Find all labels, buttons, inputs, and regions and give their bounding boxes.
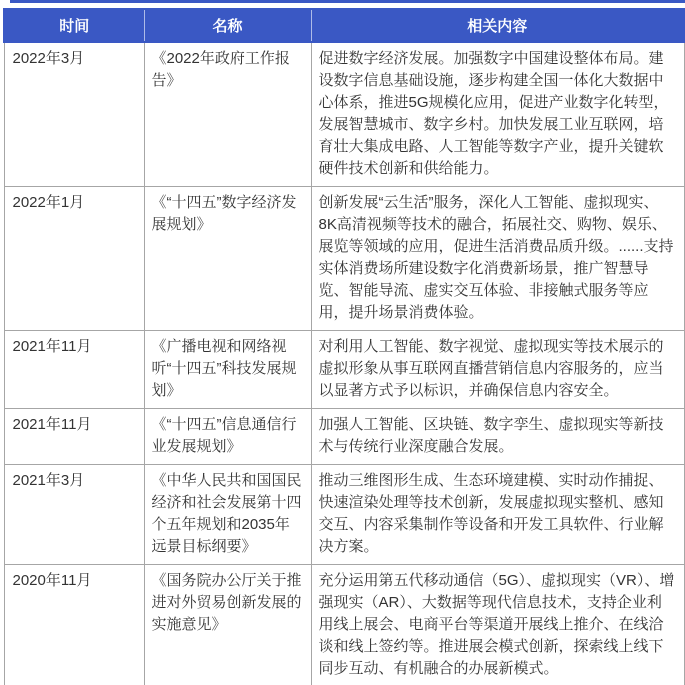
cell-time: 2020年11月 — [4, 565, 144, 685]
col-header-content: 相关内容 — [311, 9, 684, 42]
cell-name: 《中华人民共和国国民经济和社会发展第十四个五年规划和2035年远景目标纲要》 — [144, 465, 311, 565]
cell-content: 对利用人工智能、数字视觉、虚拟现实等技术展示的虚拟形象从事互联网直播营销信息内容服务的，应当以显著方式予以标识，并确保信息内容安全。 — [311, 331, 684, 409]
cell-name: 《国务院办公厅关于推进对外贸易创新发展的实施意见》 — [144, 565, 311, 685]
table-header-row — [4, 9, 684, 42]
cell-time: 2022年1月 — [4, 187, 144, 331]
table-row — [4, 42, 684, 187]
cell-name: 《“十四五”数字经济发展规划》 — [144, 187, 311, 331]
cell-name: 《“十四五”信息通信行业发展规划》 — [144, 409, 311, 465]
cell-content: 加强人工智能、区块链、数字孪生、虚拟现实等新技术与传统行业深度融合发展。 — [311, 409, 684, 465]
top-edge-strip — [10, 0, 685, 3]
cell-time: 2021年11月 — [4, 331, 144, 409]
col-header-time: 时间 — [4, 9, 144, 42]
cell-name: 《2022年政府工作报告》 — [144, 42, 311, 187]
cell-time: 2021年11月 — [4, 409, 144, 465]
table-row — [4, 465, 684, 565]
policy-table — [3, 8, 685, 685]
table-row — [4, 187, 684, 331]
table-row — [4, 565, 684, 685]
cell-content: 充分运用第五代移动通信（5G）、虚拟现实（VR）、增强现实（AR）、大数据等现代信息技术，支持企业利用线上展会、电商平台等渠道开展线上推介、在线洽谈和线上签约等。推进展会模式创新，探索线上线下同步互动、有机融合的办展新模式。 — [311, 565, 684, 685]
cell-name: 《广播电视和网络视听“十四五”科技发展规划》 — [144, 331, 311, 409]
cell-time: 2022年3月 — [4, 42, 144, 187]
cell-content: 创新发展“云生活”服务，深化人工智能、虚拟现实、8K高清视频等技术的融合，拓展社交、购物、娱乐、展览等领域的应用，促进生活消费品质升级。......支持实体消费场所建设数字化消费新场景，推广智慧导览、智能导流、虚实交互体验、非接触式服务等应用，提升场景消费体验。 — [311, 187, 684, 331]
cell-time: 2021年3月 — [4, 465, 144, 565]
cell-content: 促进数字经济发展。加强数字中国建设整体布局。建设数字信息基础设施，逐步构建全国一体化大数据中心体系，推进5G规模化应用，促进产业数字化转型，发展智慧城市、数字乡村。加快发展工业互联网，培育壮大集成电路、人工智能等数字产业，提升关键软硬件技术创新和供给能力。 — [311, 42, 684, 187]
table-row — [4, 331, 684, 409]
col-header-name: 名称 — [144, 9, 311, 42]
cell-content: 推动三维图形生成、生态环境建模、实时动作捕捉、快速渲染处理等技术创新，发展虚拟现实整机、感知交互、内容采集制作等设备和开发工具软件、行业解决方案。 — [311, 465, 684, 565]
table-row — [4, 409, 684, 465]
